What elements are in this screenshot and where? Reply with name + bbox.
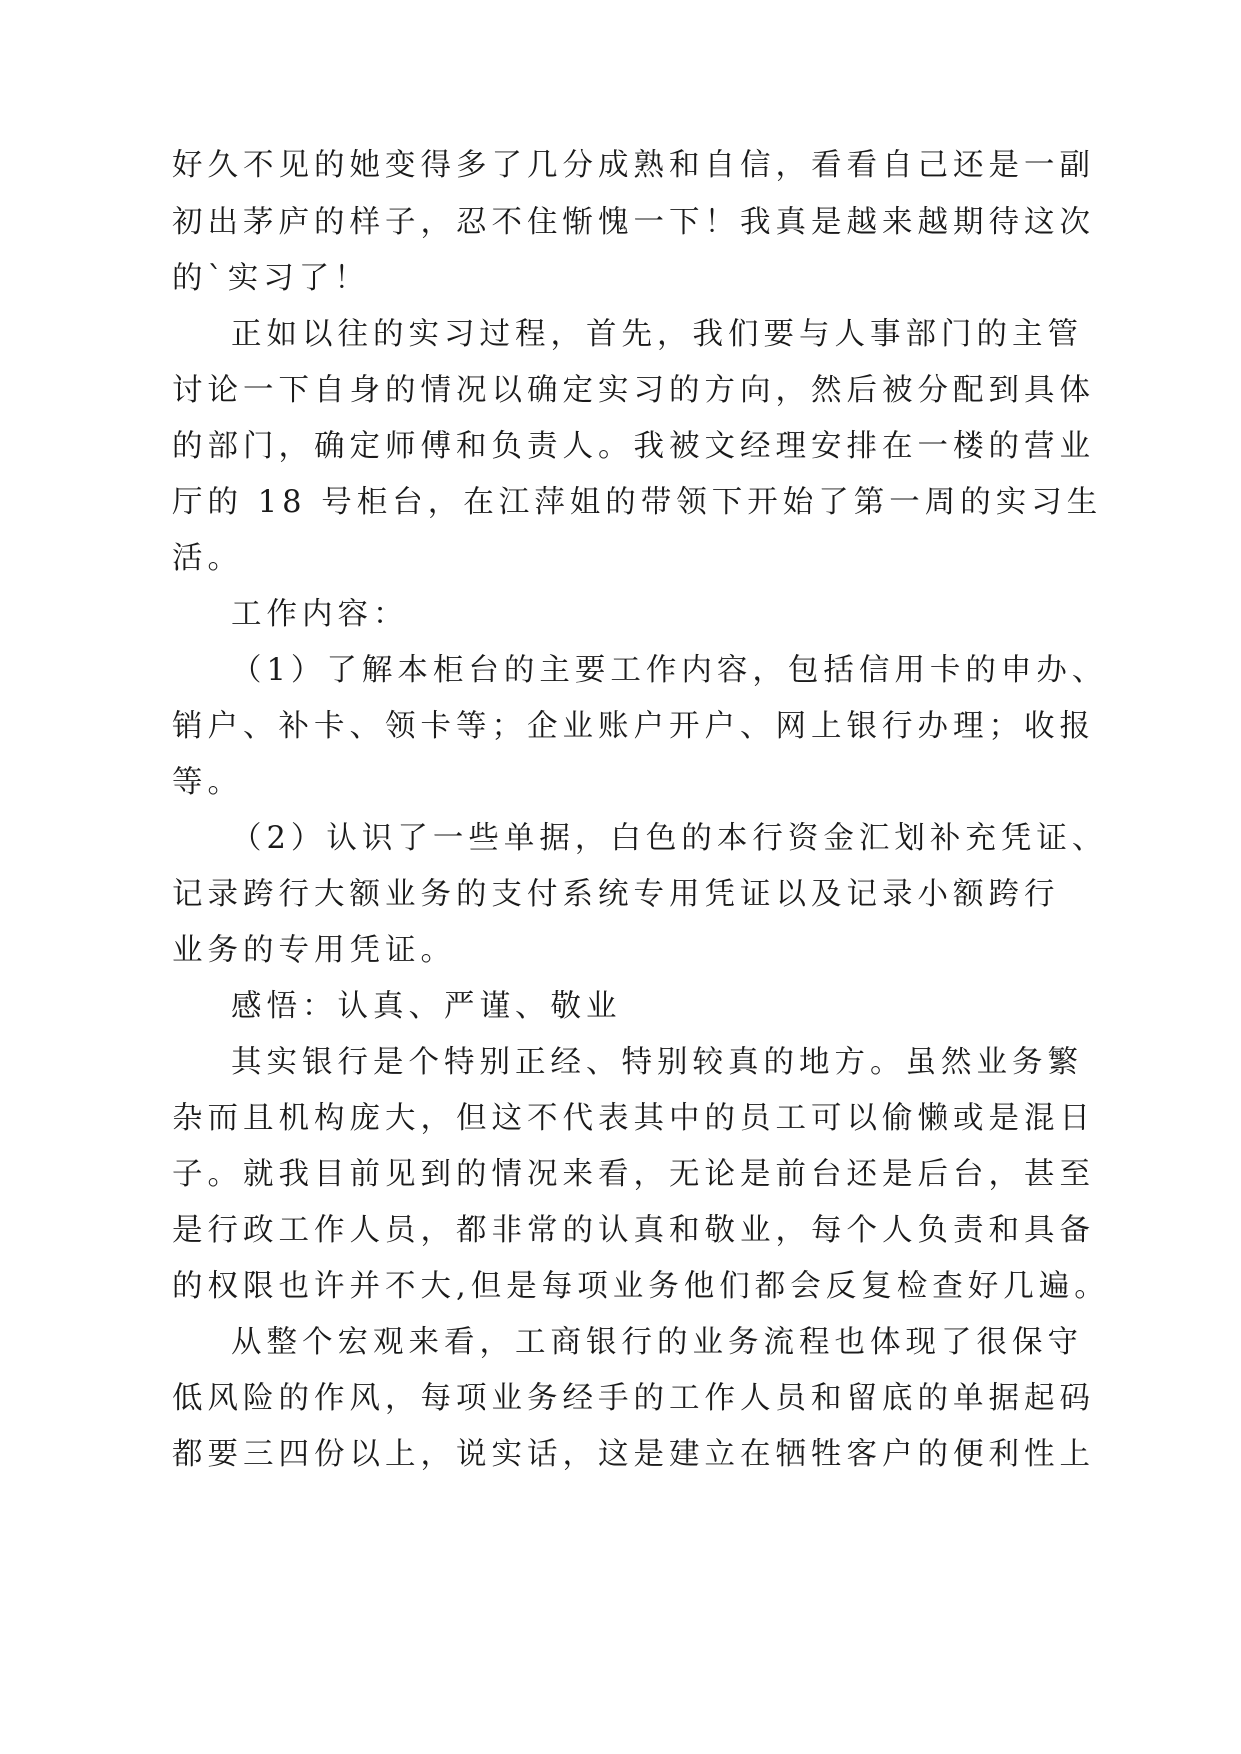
text-line: 子。就我目前见到的情况来看，无论是前台还是后台，甚至 bbox=[172, 1157, 1095, 1192]
text-line: 厅的 18 号柜台，在江萍姐的带领下开始了第一周的实习生 bbox=[172, 485, 1103, 520]
text-line: 等。 bbox=[172, 765, 243, 800]
text-line: 的`实习了！ bbox=[172, 261, 370, 296]
text-line: 的权限也许并不大,但是每项业务他们都会反复检查好几遍。 bbox=[172, 1269, 1110, 1304]
text-line: （1）了解本柜台的主要工作内容，包括信用卡的申办、 bbox=[231, 653, 1108, 688]
text-line: 讨论一下自身的情况以确定实习的方向，然后被分配到具体 bbox=[172, 373, 1095, 408]
text-line: 活。 bbox=[172, 541, 243, 576]
text-line: 记录跨行大额业务的支付系统专用凭证以及记录小额跨行 bbox=[172, 877, 1060, 912]
text-line: 其实银行是个特别正经、特别较真的地方。虽然业务繁 bbox=[231, 1045, 1083, 1080]
text-line: 是行政工作人员，都非常的认真和敬业，每个人负责和具备 bbox=[172, 1213, 1095, 1248]
text-line: 业务的专用凭证。 bbox=[172, 933, 456, 968]
text-line: （2）认识了一些单据，白色的本行资金汇划补充凭证、 bbox=[231, 821, 1108, 856]
text-line: 都要三四份以上，说实话，这是建立在牺牲客户的便利性上 bbox=[172, 1437, 1095, 1472]
text-line: 感悟：认真、严谨、敬业 bbox=[231, 989, 622, 1024]
text-line: 好久不见的她变得多了几分成熟和自信，看看自己还是一副 bbox=[172, 148, 1095, 183]
text-line: 低风险的作风，每项业务经手的工作人员和留底的单据起码 bbox=[172, 1381, 1095, 1416]
text-line: 杂而且机构庞大，但这不代表其中的员工可以偷懒或是混日 bbox=[172, 1101, 1095, 1136]
text-line: 的部门，确定师傅和负责人。我被文经理安排在一楼的营业 bbox=[172, 429, 1095, 464]
text-line: 工作内容： bbox=[231, 597, 409, 632]
text-line: 销户、补卡、领卡等；企业账户开户、网上银行办理；收报 bbox=[172, 709, 1095, 744]
text-line: 正如以往的实习过程，首先，我们要与人事部门的主管 bbox=[231, 317, 1083, 352]
text-line: 从整个宏观来看，工商银行的业务流程也体现了很保守 bbox=[231, 1325, 1083, 1360]
text-line: 初出茅庐的样子，忍不住惭愧一下！我真是越来越期待这次 bbox=[172, 205, 1095, 240]
